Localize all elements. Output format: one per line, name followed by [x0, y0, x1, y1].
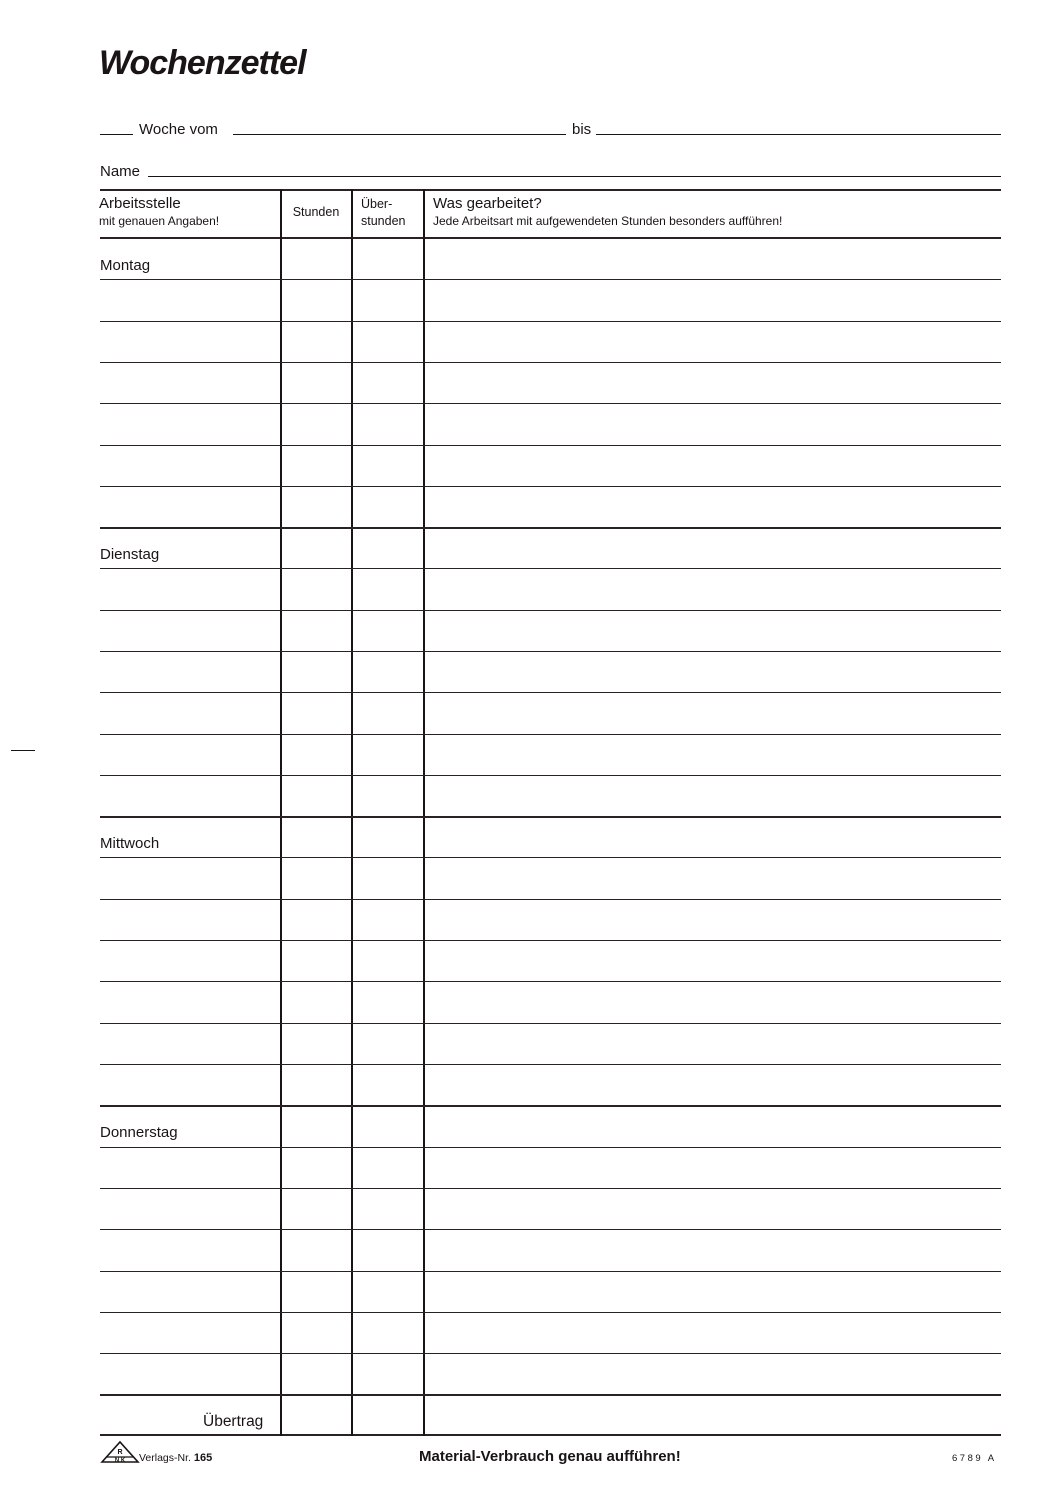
cell-was-gearbeitet[interactable] — [426, 530, 1000, 566]
verlag-info — [139, 1452, 212, 1464]
uebertrag-ueberstunden-cell[interactable] — [354, 1396, 422, 1433]
cell-ueberstunden[interactable] — [354, 737, 422, 773]
row-line — [100, 857, 1001, 858]
cell-stunden[interactable] — [283, 695, 350, 731]
cell-stunden[interactable] — [283, 654, 350, 690]
cell-was-gearbeitet[interactable] — [426, 1108, 1000, 1144]
row-line — [100, 692, 1001, 693]
row-line — [100, 775, 1001, 776]
cell-ueberstunden[interactable] — [354, 489, 422, 525]
cell-stunden[interactable] — [283, 530, 350, 566]
cell-stunden[interactable] — [283, 571, 350, 607]
cell-stunden[interactable] — [283, 489, 350, 525]
cell-arbeitsstelle[interactable] — [101, 1131, 279, 1144]
day-label-montag: Montag — [100, 257, 151, 274]
cell-arbeitsstelle[interactable] — [101, 264, 279, 277]
table-header-bottom-border — [100, 237, 1001, 239]
cell-ueberstunden[interactable] — [354, 406, 422, 442]
cell-arbeitsstelle[interactable] — [101, 282, 279, 318]
week-start-field[interactable] — [233, 134, 566, 135]
row-line — [100, 734, 1001, 735]
cell-arbeitsstelle[interactable] — [101, 406, 279, 442]
cell-was-gearbeitet[interactable] — [426, 1356, 1000, 1392]
cell-stunden[interactable] — [283, 1315, 350, 1351]
cell-ueberstunden[interactable] — [354, 282, 422, 318]
cell-arbeitsstelle[interactable] — [101, 860, 279, 896]
day-label-donnerstag: Donnerstag — [100, 1124, 178, 1142]
cell-stunden[interactable] — [283, 860, 350, 896]
cell-ueberstunden[interactable] — [354, 365, 422, 401]
cell-stunden[interactable] — [283, 1191, 350, 1227]
cell-was-gearbeitet[interactable] — [426, 613, 1000, 649]
cell-stunden[interactable] — [283, 943, 350, 979]
week-end-field[interactable] — [596, 134, 1001, 135]
cell-stunden[interactable] — [283, 324, 350, 360]
row-line — [100, 568, 1001, 569]
cell-ueberstunden[interactable] — [354, 1026, 422, 1062]
verlag-prefix: Verlags-Nr. — [139, 1452, 191, 1464]
table-bottom-border — [100, 1434, 1001, 1436]
cell-ueberstunden[interactable] — [354, 778, 422, 814]
table-top-border — [100, 189, 1001, 191]
cell-ueberstunden[interactable] — [354, 819, 422, 855]
cell-was-gearbeitet[interactable] — [426, 695, 1000, 731]
cell-was-gearbeitet[interactable] — [426, 1315, 1000, 1351]
cell-stunden[interactable] — [283, 819, 350, 855]
cell-was-gearbeitet[interactable] — [426, 1067, 1000, 1103]
cell-stunden[interactable] — [283, 365, 350, 401]
header-arbeitsstelle — [99, 196, 219, 228]
cell-ueberstunden[interactable] — [354, 695, 422, 731]
cell-ueberstunden[interactable] — [354, 571, 422, 607]
header-ueberstunden-line2: stunden — [361, 213, 406, 228]
row-line — [100, 1147, 1001, 1148]
cell-was-gearbeitet[interactable] — [426, 489, 1000, 525]
header-was-gearbeitet — [433, 196, 782, 228]
cell-was-gearbeitet[interactable] — [426, 406, 1000, 442]
cell-was-gearbeitet[interactable] — [426, 324, 1000, 360]
cell-stunden[interactable] — [283, 241, 350, 277]
cell-ueberstunden[interactable] — [354, 448, 422, 484]
woche-vom-label: Woche vom — [139, 121, 218, 138]
cell-was-gearbeitet[interactable] — [426, 448, 1000, 484]
cell-arbeitsstelle[interactable] — [101, 1067, 279, 1103]
day-separator-line — [100, 1105, 1001, 1107]
cell-stunden[interactable] — [283, 1150, 350, 1186]
row-line — [100, 1353, 1001, 1354]
row-line — [100, 1064, 1001, 1065]
cell-was-gearbeitet[interactable] — [426, 1150, 1000, 1186]
cell-stunden[interactable] — [283, 737, 350, 773]
row-line — [100, 362, 1001, 363]
row-line — [100, 403, 1001, 404]
cell-arbeitsstelle[interactable] — [101, 1232, 279, 1268]
material-note: Material-Verbrauch genau aufführen! — [419, 1448, 681, 1465]
cell-stunden[interactable] — [283, 1274, 350, 1310]
row-line — [100, 1271, 1001, 1272]
cell-ueberstunden[interactable] — [354, 860, 422, 896]
row-line — [100, 1023, 1001, 1024]
cell-arbeitsstelle[interactable] — [101, 695, 279, 731]
cell-was-gearbeitet[interactable] — [426, 571, 1000, 607]
cell-ueberstunden[interactable] — [354, 324, 422, 360]
cell-ueberstunden[interactable] — [354, 1356, 422, 1392]
day-label-mittwoch: Mittwoch — [100, 835, 160, 853]
cell-arbeitsstelle[interactable] — [101, 553, 279, 566]
cell-arbeitsstelle[interactable] — [101, 1356, 279, 1392]
uebertrag-label: Übertrag — [203, 1413, 264, 1430]
row-line — [100, 1312, 1001, 1313]
cell-ueberstunden[interactable] — [354, 1150, 422, 1186]
header-ueberstunden-line1: Über- — [361, 197, 393, 211]
publisher-logo-icon — [100, 1440, 140, 1464]
cell-arbeitsstelle[interactable] — [101, 902, 279, 938]
header-arbeitsstelle-sub: mit genauen Angaben! — [99, 213, 220, 228]
column-divider-ueberstunden — [351, 189, 353, 1436]
verlag-number: 165 — [193, 1452, 213, 1464]
cell-ueberstunden[interactable] — [354, 241, 422, 277]
cell-was-gearbeitet[interactable] — [426, 1232, 1000, 1268]
cell-was-gearbeitet[interactable] — [426, 943, 1000, 979]
header-was-title: Was gearbeitet? — [433, 195, 542, 212]
row-line — [100, 1229, 1001, 1230]
row-line — [100, 279, 1001, 280]
cell-arbeitsstelle[interactable] — [101, 737, 279, 773]
bis-label: bis — [572, 121, 592, 138]
cell-was-gearbeitet[interactable] — [426, 737, 1000, 773]
cell-ueberstunden[interactable] — [354, 1191, 422, 1227]
header-arbeitsstelle-title: Arbeitsstelle — [99, 195, 181, 212]
cell-arbeitsstelle[interactable] — [101, 1026, 279, 1062]
cell-stunden[interactable] — [283, 1108, 350, 1144]
cell-arbeitsstelle[interactable] — [101, 654, 279, 690]
svg-text:N K: N K — [114, 1458, 126, 1464]
cell-arbeitsstelle[interactable] — [101, 324, 279, 360]
cell-stunden[interactable] — [283, 282, 350, 318]
cell-was-gearbeitet[interactable] — [426, 654, 1000, 690]
cell-was-gearbeitet[interactable] — [426, 860, 1000, 896]
cell-stunden[interactable] — [283, 778, 350, 814]
cell-arbeitsstelle[interactable] — [101, 984, 279, 1020]
cell-ueberstunden[interactable] — [354, 530, 422, 566]
cell-arbeitsstelle[interactable] — [101, 778, 279, 814]
cell-stunden[interactable] — [283, 902, 350, 938]
column-divider-stunden — [280, 189, 282, 1436]
cell-was-gearbeitet[interactable] — [426, 365, 1000, 401]
row-line — [100, 486, 1001, 487]
header-ueberstunden — [361, 198, 405, 229]
day-separator-line — [100, 527, 1001, 529]
day-separator-line — [100, 816, 1001, 818]
week-number-field[interactable] — [100, 134, 133, 135]
cell-ueberstunden[interactable] — [354, 1067, 422, 1103]
row-line — [100, 899, 1001, 900]
cell-stunden[interactable] — [283, 406, 350, 442]
cell-ueberstunden[interactable] — [354, 1108, 422, 1144]
uebertrag-stunden-cell[interactable] — [283, 1396, 350, 1433]
row-line — [100, 981, 1001, 982]
form-code: 6789 A — [952, 1453, 997, 1464]
svg-text:R: R — [117, 1449, 123, 1456]
cell-ueberstunden[interactable] — [354, 1274, 422, 1310]
day-label-dienstag: Dienstag — [100, 546, 160, 564]
cell-ueberstunden[interactable] — [354, 902, 422, 938]
cell-ueberstunden[interactable] — [354, 943, 422, 979]
cell-was-gearbeitet[interactable] — [426, 778, 1000, 814]
cell-was-gearbeitet[interactable] — [426, 1274, 1000, 1310]
cell-stunden[interactable] — [283, 1356, 350, 1392]
cell-was-gearbeitet[interactable] — [426, 984, 1000, 1020]
cell-arbeitsstelle[interactable] — [101, 842, 279, 855]
header-was-sub: Jede Arbeitsart mit aufgewendeten Stunden besonders aufführen! — [433, 213, 783, 228]
cell-was-gearbeitet[interactable] — [426, 241, 1000, 277]
cell-stunden[interactable] — [283, 984, 350, 1020]
fold-mark — [11, 750, 35, 751]
cell-ueberstunden[interactable] — [354, 613, 422, 649]
cell-was-gearbeitet[interactable] — [426, 1026, 1000, 1062]
cell-stunden[interactable] — [283, 613, 350, 649]
header-stunden: Stunden — [292, 205, 340, 219]
cell-arbeitsstelle[interactable] — [101, 613, 279, 649]
cell-was-gearbeitet[interactable] — [426, 282, 1000, 318]
cell-stunden[interactable] — [283, 1232, 350, 1268]
cell-stunden[interactable] — [283, 1026, 350, 1062]
cell-arbeitsstelle[interactable] — [101, 1191, 279, 1227]
cell-was-gearbeitet[interactable] — [426, 1191, 1000, 1227]
row-line — [100, 445, 1001, 446]
name-field[interactable] — [148, 176, 1001, 177]
cell-was-gearbeitet[interactable] — [426, 902, 1000, 938]
cell-arbeitsstelle[interactable] — [101, 1150, 279, 1186]
row-line — [100, 651, 1001, 652]
form-title: Wochenzettel — [99, 44, 306, 82]
cell-ueberstunden[interactable] — [354, 654, 422, 690]
day-separator-line — [100, 1394, 1001, 1396]
row-line — [100, 940, 1001, 941]
cell-was-gearbeitet[interactable] — [426, 819, 1000, 855]
row-line — [100, 610, 1001, 611]
publisher-logo — [100, 1440, 140, 1464]
cell-arbeitsstelle[interactable] — [101, 571, 279, 607]
cell-arbeitsstelle[interactable] — [101, 365, 279, 401]
cell-ueberstunden[interactable] — [354, 1315, 422, 1351]
column-divider-was — [423, 189, 425, 1436]
cell-arbeitsstelle[interactable] — [101, 1315, 279, 1351]
cell-arbeitsstelle[interactable] — [101, 489, 279, 525]
row-line — [100, 1188, 1001, 1189]
cell-stunden[interactable] — [283, 1067, 350, 1103]
name-label: Name — [100, 163, 141, 180]
cell-stunden[interactable] — [283, 448, 350, 484]
cell-arbeitsstelle[interactable] — [101, 1274, 279, 1310]
row-line — [100, 321, 1001, 322]
cell-ueberstunden[interactable] — [354, 1232, 422, 1268]
cell-arbeitsstelle[interactable] — [101, 943, 279, 979]
cell-arbeitsstelle[interactable] — [101, 448, 279, 484]
cell-ueberstunden[interactable] — [354, 984, 422, 1020]
